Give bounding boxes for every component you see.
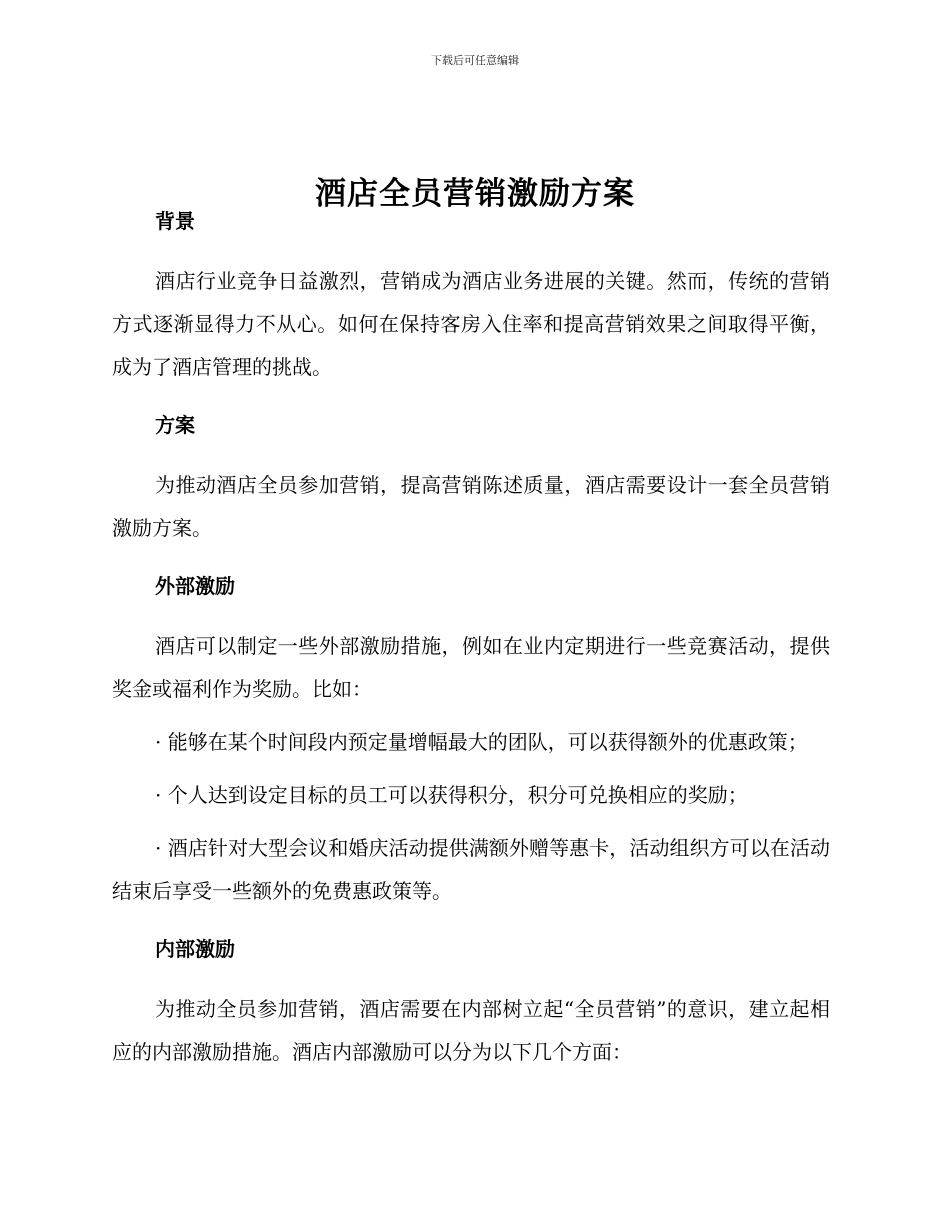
document-title: 酒店全员营销激励方案 <box>315 175 635 212</box>
paragraph-background: 酒店行业竞争日益激烈，营销成为酒店业务进展的关键。然而，传统的营销方式逐渐显得力不从心。如何在保持客房入住率和提高营销效果之间取得平衡，成为了酒店管理的挑战。 <box>112 269 830 379</box>
section-heading-internal-incentives: 内部激励 <box>155 937 235 961</box>
paragraph-internal-incentives: 为推动全员参加营销，酒店需要在内部树立起“全员营销”的意识，建立起相应的内部激励措施。酒店内部激励可以分为以下几个方面： <box>112 997 830 1064</box>
list-item-external-2: · 个人达到设定目标的员工可以获得积分，积分可兑换相应的奖励； <box>155 783 748 807</box>
list-item-external-1: · 能够在某个时间段内预定量增幅最大的团队，可以获得额外的优惠政策； <box>155 730 808 754</box>
paragraph-external-incentives: 酒店可以制定一些外部激励措施，例如在业内定期进行一些竞赛活动，提供奖金或福利作为奖励。比如： <box>112 634 830 701</box>
page-header-note: 下载后可任意编辑 <box>431 54 519 67</box>
document-body <box>112 206 830 1074</box>
paragraph-plan: 为推动酒店全员参加营销，提高营销陈述质量，酒店需要设计一套全员营销激励方案。 <box>112 473 830 540</box>
section-heading-plan: 方案 <box>155 413 195 437</box>
section-heading-background: 背景 <box>155 209 195 233</box>
section-heading-external-incentives: 外部激励 <box>155 574 235 598</box>
list-item-external-3: · 酒店针对大型会议和婚庆活动提供满额外赠等惠卡，活动组织方可以在活动结束后享受一些额外的免费惠政策等。 <box>112 836 830 903</box>
